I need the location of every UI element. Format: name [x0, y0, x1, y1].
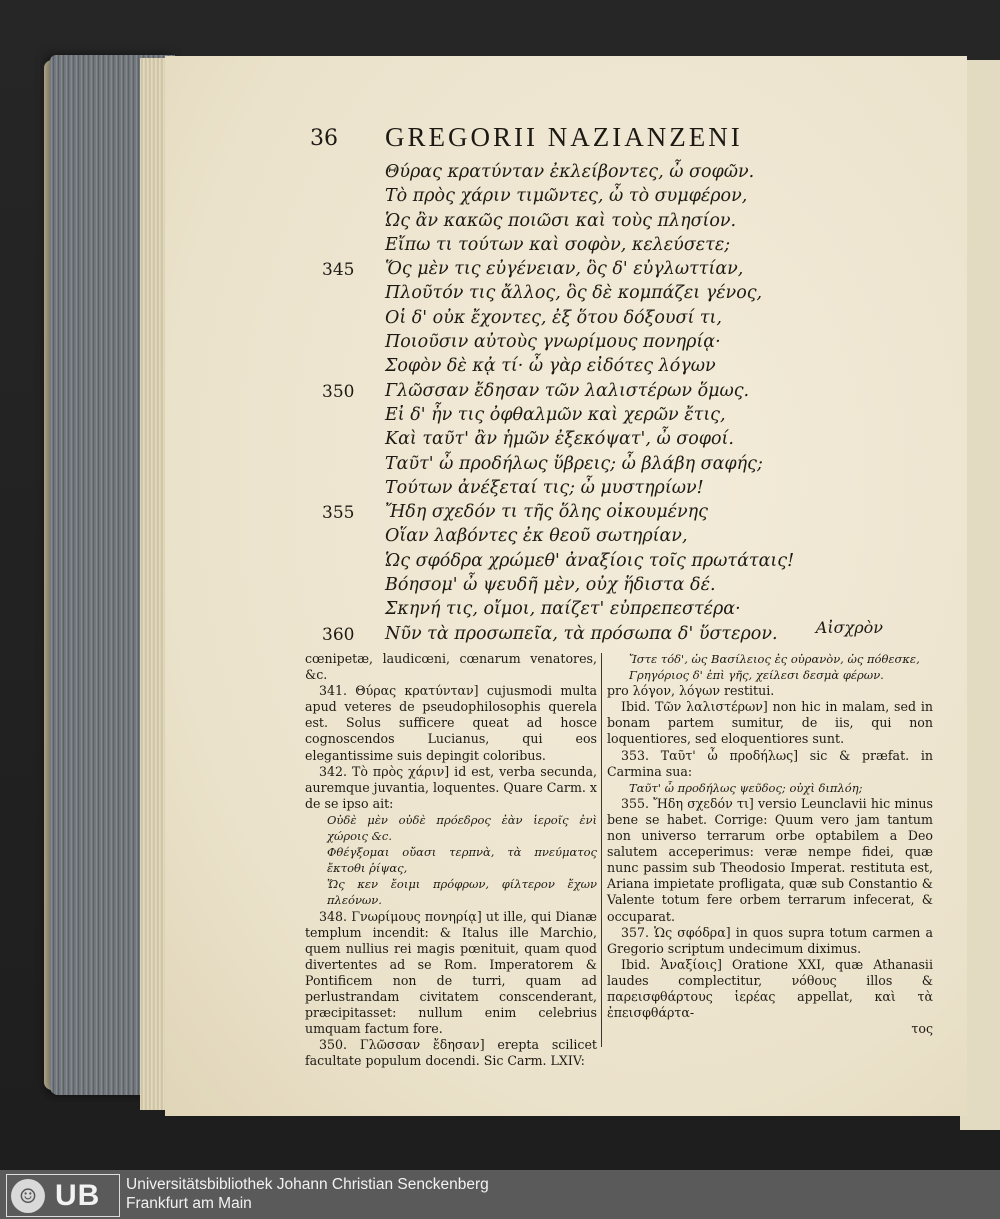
footnote-paragraph: Ταῦτ' ὦ προδήλως ψεῦδος; οὐχὶ διπλόη;	[629, 780, 863, 795]
verse-number: 360	[322, 624, 355, 645]
footnote-paragraph: Ibid. Ἀναξίοις] Oratione XXI, quæ Athanasii laudes complectitur, νόθους illos & παρεισφθάρτους ἱερέας appellat, καὶ τὰ ἐπεισφθάρτα-	[607, 956, 933, 1021]
verse-line	[310, 500, 950, 524]
institution-line-1: Universitätsbibliothek Johann Christian Senckenberg	[126, 1176, 489, 1193]
verse-text: Βόησομ' ὦ ψευδῆ μὲν, οὐχ ἥδιστα δέ.	[385, 575, 716, 596]
footnotes-right-column	[607, 651, 933, 1037]
verse-line	[310, 233, 950, 257]
verse-text: Σκηνή τις, οἴμοι, παίζετ' εὐπρεπεστέρα·	[385, 599, 741, 620]
verse-text: Καὶ ταῦτ' ἂν ἡμῶν ἐξεκόψατ', ὦ σοφοί.	[385, 429, 734, 450]
verse-text: Εἴπω τι τούτων καὶ σοφὸν, κελεύσετε;	[385, 234, 731, 255]
verse-number: 345	[322, 260, 355, 281]
verse-line	[310, 476, 950, 500]
verse-line	[310, 427, 950, 451]
library-logo	[6, 1174, 120, 1217]
footnote-paragraph: Ἴστε τόδ', ὡς Βασίλειος ἐς οὐρανὸν, ὡς πόθεσκε,	[629, 652, 920, 666]
verse-text: Πλοῦτόν τις ἄλλος, ὃς δὲ κομπάζει γένος,	[385, 283, 763, 304]
verse-line	[310, 354, 950, 378]
footnote-paragraph: Φθέγξομαι οὔασι τερπνὰ, τὰ πνεύματος ἔκτοθι ῥίψας,	[327, 845, 597, 876]
verse-line	[310, 573, 950, 597]
footnote-paragraph: pro λόγον, λόγων restitui.	[607, 683, 775, 699]
verse-text: Ὡς ἂν κακῶς ποιῶσι καὶ τοὺς πλησίον.	[385, 210, 737, 231]
footnotes	[305, 651, 933, 1069]
catchword: Αἰσχρὸν	[815, 618, 883, 637]
verse-text: Σοφὸν δὲ κᾀ τί· ὦ γὰρ εἰδότες λόγων	[385, 356, 716, 377]
verse-text: Νῦν τὰ προσωπεῖα, τὰ πρόσωπα δ' ὕστερον.	[385, 623, 778, 644]
verse-line	[310, 403, 950, 427]
verse-text: Γλῶσσαν ἔδησαν τῶν λαλιστέρων ὅμως.	[385, 380, 750, 401]
institution-line-2: Frankfurt am Main	[126, 1195, 252, 1212]
verse-line	[310, 257, 950, 281]
verse-text: Ταῦτ' ὦ προδήλως ὕβρεις; ὦ βλάβη σαφής;	[385, 453, 763, 474]
footnotes-left-column	[305, 651, 597, 1069]
verse-text: Ποιοῦσιν αὐτοὺς γνωρίμους πονηρίᾳ·	[385, 332, 721, 353]
verse-line	[310, 524, 950, 548]
verse-text: Τὸ πρὸς χάριν τιμῶντες, ὦ τὸ συμφέρον,	[385, 186, 748, 207]
portrait-seal-icon: ☺	[11, 1179, 45, 1213]
verse-line	[310, 306, 950, 330]
footnote-paragraph: 357. Ὡς σφόδρα] in quos supra totum carmen a Gregorio scriptum undecimum diximus.	[607, 924, 933, 956]
footnote-paragraph: 348. Γνωρίμους πονηρίᾳ] ut ille, qui Dianæ templum incendit: & Italus ille Marchio, quem nullius rei magis pœnituit, quam quod divertentes ad se Rom. Imperatorem & Pontificem non de turri, quam ad perlustrandam civitatem conscenderant, præcipitasset: nullum enim celebrius umquam factum fore.	[305, 908, 597, 1037]
running-head	[310, 118, 930, 158]
verse-text: Οἵαν λαβόντες ἐκ θεοῦ σωτηρίαν,	[385, 526, 688, 547]
footnote-paragraph: 341. Θύρας κρατύνταν] cujusmodi multa apud veteres de pseudophilosophis querela est. Solus sufficere queat ad hosce cognoscendos Lucianus, qui eos elegantissime suis depingit coloribus.	[305, 683, 597, 763]
footnote-paragraph: Γρηγόριος δ' ἐπὶ γῆς, χείλεσι δεσμὰ φέρων.	[629, 668, 884, 683]
verse-line	[310, 330, 950, 354]
footnote-paragraph: τος	[911, 1021, 933, 1037]
institution-name	[126, 1175, 489, 1213]
footnote-paragraph: 353. Ταῦτ' ὦ προδήλως] sic & præfat. in Carmina sua:	[607, 747, 933, 779]
verse-line	[310, 281, 950, 305]
page-title: GREGORII NAZIANZENI	[385, 122, 743, 152]
verse-text: Τούτων ἀνέξεταί τις; ὦ μυστηρίων!	[385, 477, 704, 498]
footnote-paragraph: 350. Γλῶσσαν ἔδησαν] erepta scilicet facultate populum docendi. Sic Carm. LXIV:	[305, 1037, 597, 1069]
verse-line	[310, 452, 950, 476]
column-rule	[601, 653, 602, 1047]
footnote-paragraph: Ὥς κεν ἔοιμι πρόφρων, φίλτερον ἔχων πλεόνων.	[327, 877, 597, 908]
verse-number: 350	[322, 381, 355, 402]
verse-text: Εἰ δ' ἦν τις ὀφθαλμῶν καὶ χερῶν ἔτις,	[385, 404, 726, 425]
logo-text: UB	[55, 1178, 101, 1212]
page-number: 36	[310, 126, 338, 151]
verse-line	[310, 549, 950, 573]
verse-text: Θύρας κρατύνταν ἐκλείβοντες, ὦ σοφῶν.	[385, 162, 755, 182]
footnote-paragraph: Ibid. Τῶν λαλιστέρων] non hic in malam, sed in bonam partem sumitur, de iis, qui non loquentiores, sed eloquentiores sunt.	[607, 699, 933, 747]
verse-line	[310, 209, 950, 233]
verse-text: Ὡς σφόδρα χρώμεθ' ἀναξίοις τοῖς πρωτάταις!	[385, 550, 795, 571]
verse-line	[310, 379, 950, 403]
footnote-paragraph: 342. Τὸ πρὸς χάριν] id est, verba secunda, auremque juvantia, loquentes. Quare Carm. x de se ipso ait:	[305, 763, 597, 811]
poem-text	[310, 160, 950, 646]
library-footer	[0, 1170, 1000, 1219]
verse-line	[310, 184, 950, 208]
footnote-paragraph: 355. Ἤδη σχεδόν τι] versio Leunclavii hic minus bene se habet. Corrige: Quum vero jam tantum non universo terrarum orbe optabilem a Deo salutem acceperimus: veræ nempe fidei, quæ nunc passim sub Theodosio Imperat. restituta est, Ariana impietate profligata, quæ sub Constantio & Valente totum fere orbem terrarum infecerat, & occuparat.	[607, 795, 933, 924]
footnote-paragraph: Οὐδὲ μὲν οὐδὲ πρόεδρος ἐὰν ἱεροῖς ἐνὶ χώροις &c.	[327, 812, 597, 844]
verse-number: 355	[322, 503, 355, 524]
verse-text: Ὅς μὲν τις εὐγένειαν, ὃς δ' εὐγλωττίαν,	[385, 259, 744, 280]
footnote-paragraph: cœnipetæ, laudicœni, cœnarum venatores, &c.	[305, 651, 597, 683]
book-page	[165, 56, 967, 1116]
verse-line	[310, 160, 950, 184]
verse-text: Ἤδη σχεδόν τι τῆς ὅλης οἰκουμένης	[385, 502, 708, 523]
verse-text: Οἱ δ' οὐκ ἔχοντες, ἐξ ὅτου δόξουσί τι,	[385, 307, 722, 328]
